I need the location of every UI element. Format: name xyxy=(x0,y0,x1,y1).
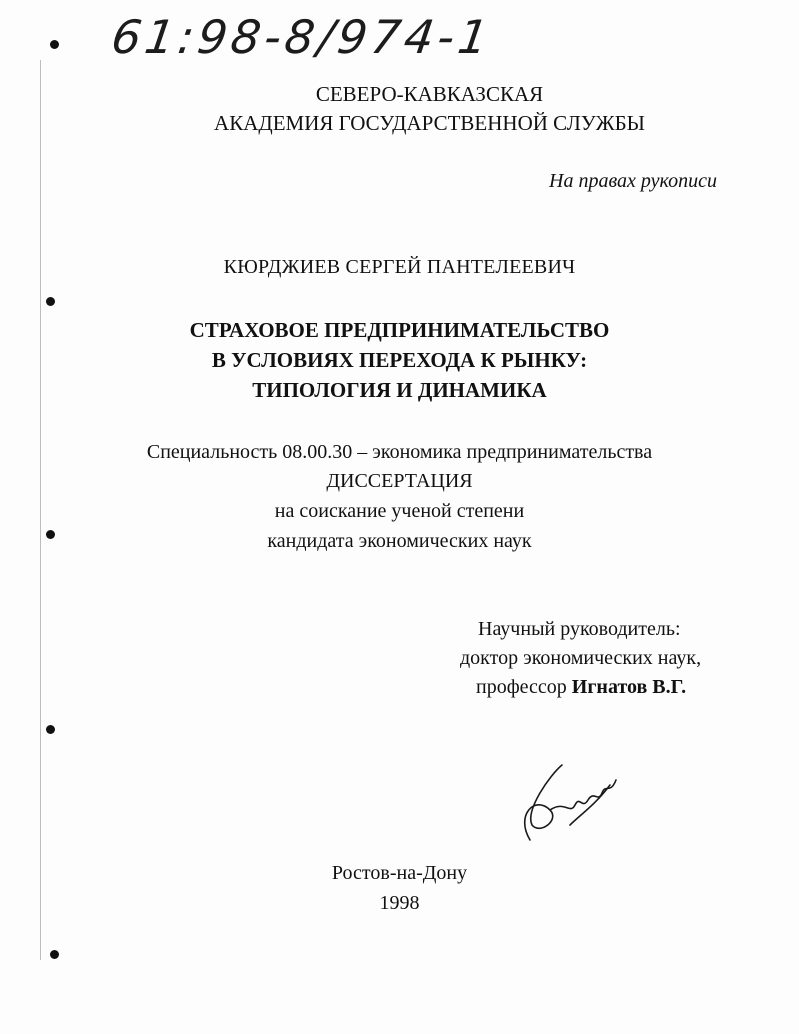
advisor-rank: профессор xyxy=(476,676,567,698)
binding-hole-mark xyxy=(50,40,59,49)
purpose-line-1: на соискание ученой степени xyxy=(274,500,525,522)
advisor-rank-name xyxy=(460,673,701,702)
title-line-2: В УСЛОВИЯХ ПЕРЕХОДА К РЫНКУ: xyxy=(211,348,588,372)
specialty: Специальность 08.00.30 – экономика предпринимательства xyxy=(146,441,653,463)
handwritten-signature xyxy=(510,755,630,850)
year: 1998 xyxy=(379,892,420,914)
binding-hole-mark xyxy=(46,725,55,734)
rights-note: На правах рукописи xyxy=(549,170,717,192)
binding-hole-mark xyxy=(46,297,55,306)
purpose-line-2: кандидата экономических наук xyxy=(267,530,532,552)
archive-number-handwritten: 61:98-8/974-1 xyxy=(108,10,496,64)
binding-hole-mark xyxy=(50,950,59,959)
city: Ростов-на-Дону xyxy=(331,862,468,884)
title-line-3: ТИПОЛОГИЯ И ДИНАМИКА xyxy=(252,378,547,402)
advisor-name: Игнатов В.Г. xyxy=(571,676,687,698)
advisor-label: Научный руководитель: xyxy=(478,618,681,640)
title-line-1: СТРАХОВОЕ ПРЕДПРИНИМАТЕЛЬСТВО xyxy=(189,318,610,342)
author-name: КЮРДЖИЕВ СЕРГЕЙ ПАНТЕЛЕЕВИЧ xyxy=(223,256,576,278)
advisor-block xyxy=(460,615,701,702)
institution-line-1: СЕВЕРО-КАВКАЗСКАЯ xyxy=(315,82,544,106)
advisor-degree: доктор экономических наук, xyxy=(460,647,702,669)
document-type: ДИССЕРТАЦИЯ xyxy=(326,470,473,492)
institution-line-2: АКАДЕМИЯ ГОСУДАРСТВЕННОЙ СЛУЖБЫ xyxy=(214,111,645,135)
